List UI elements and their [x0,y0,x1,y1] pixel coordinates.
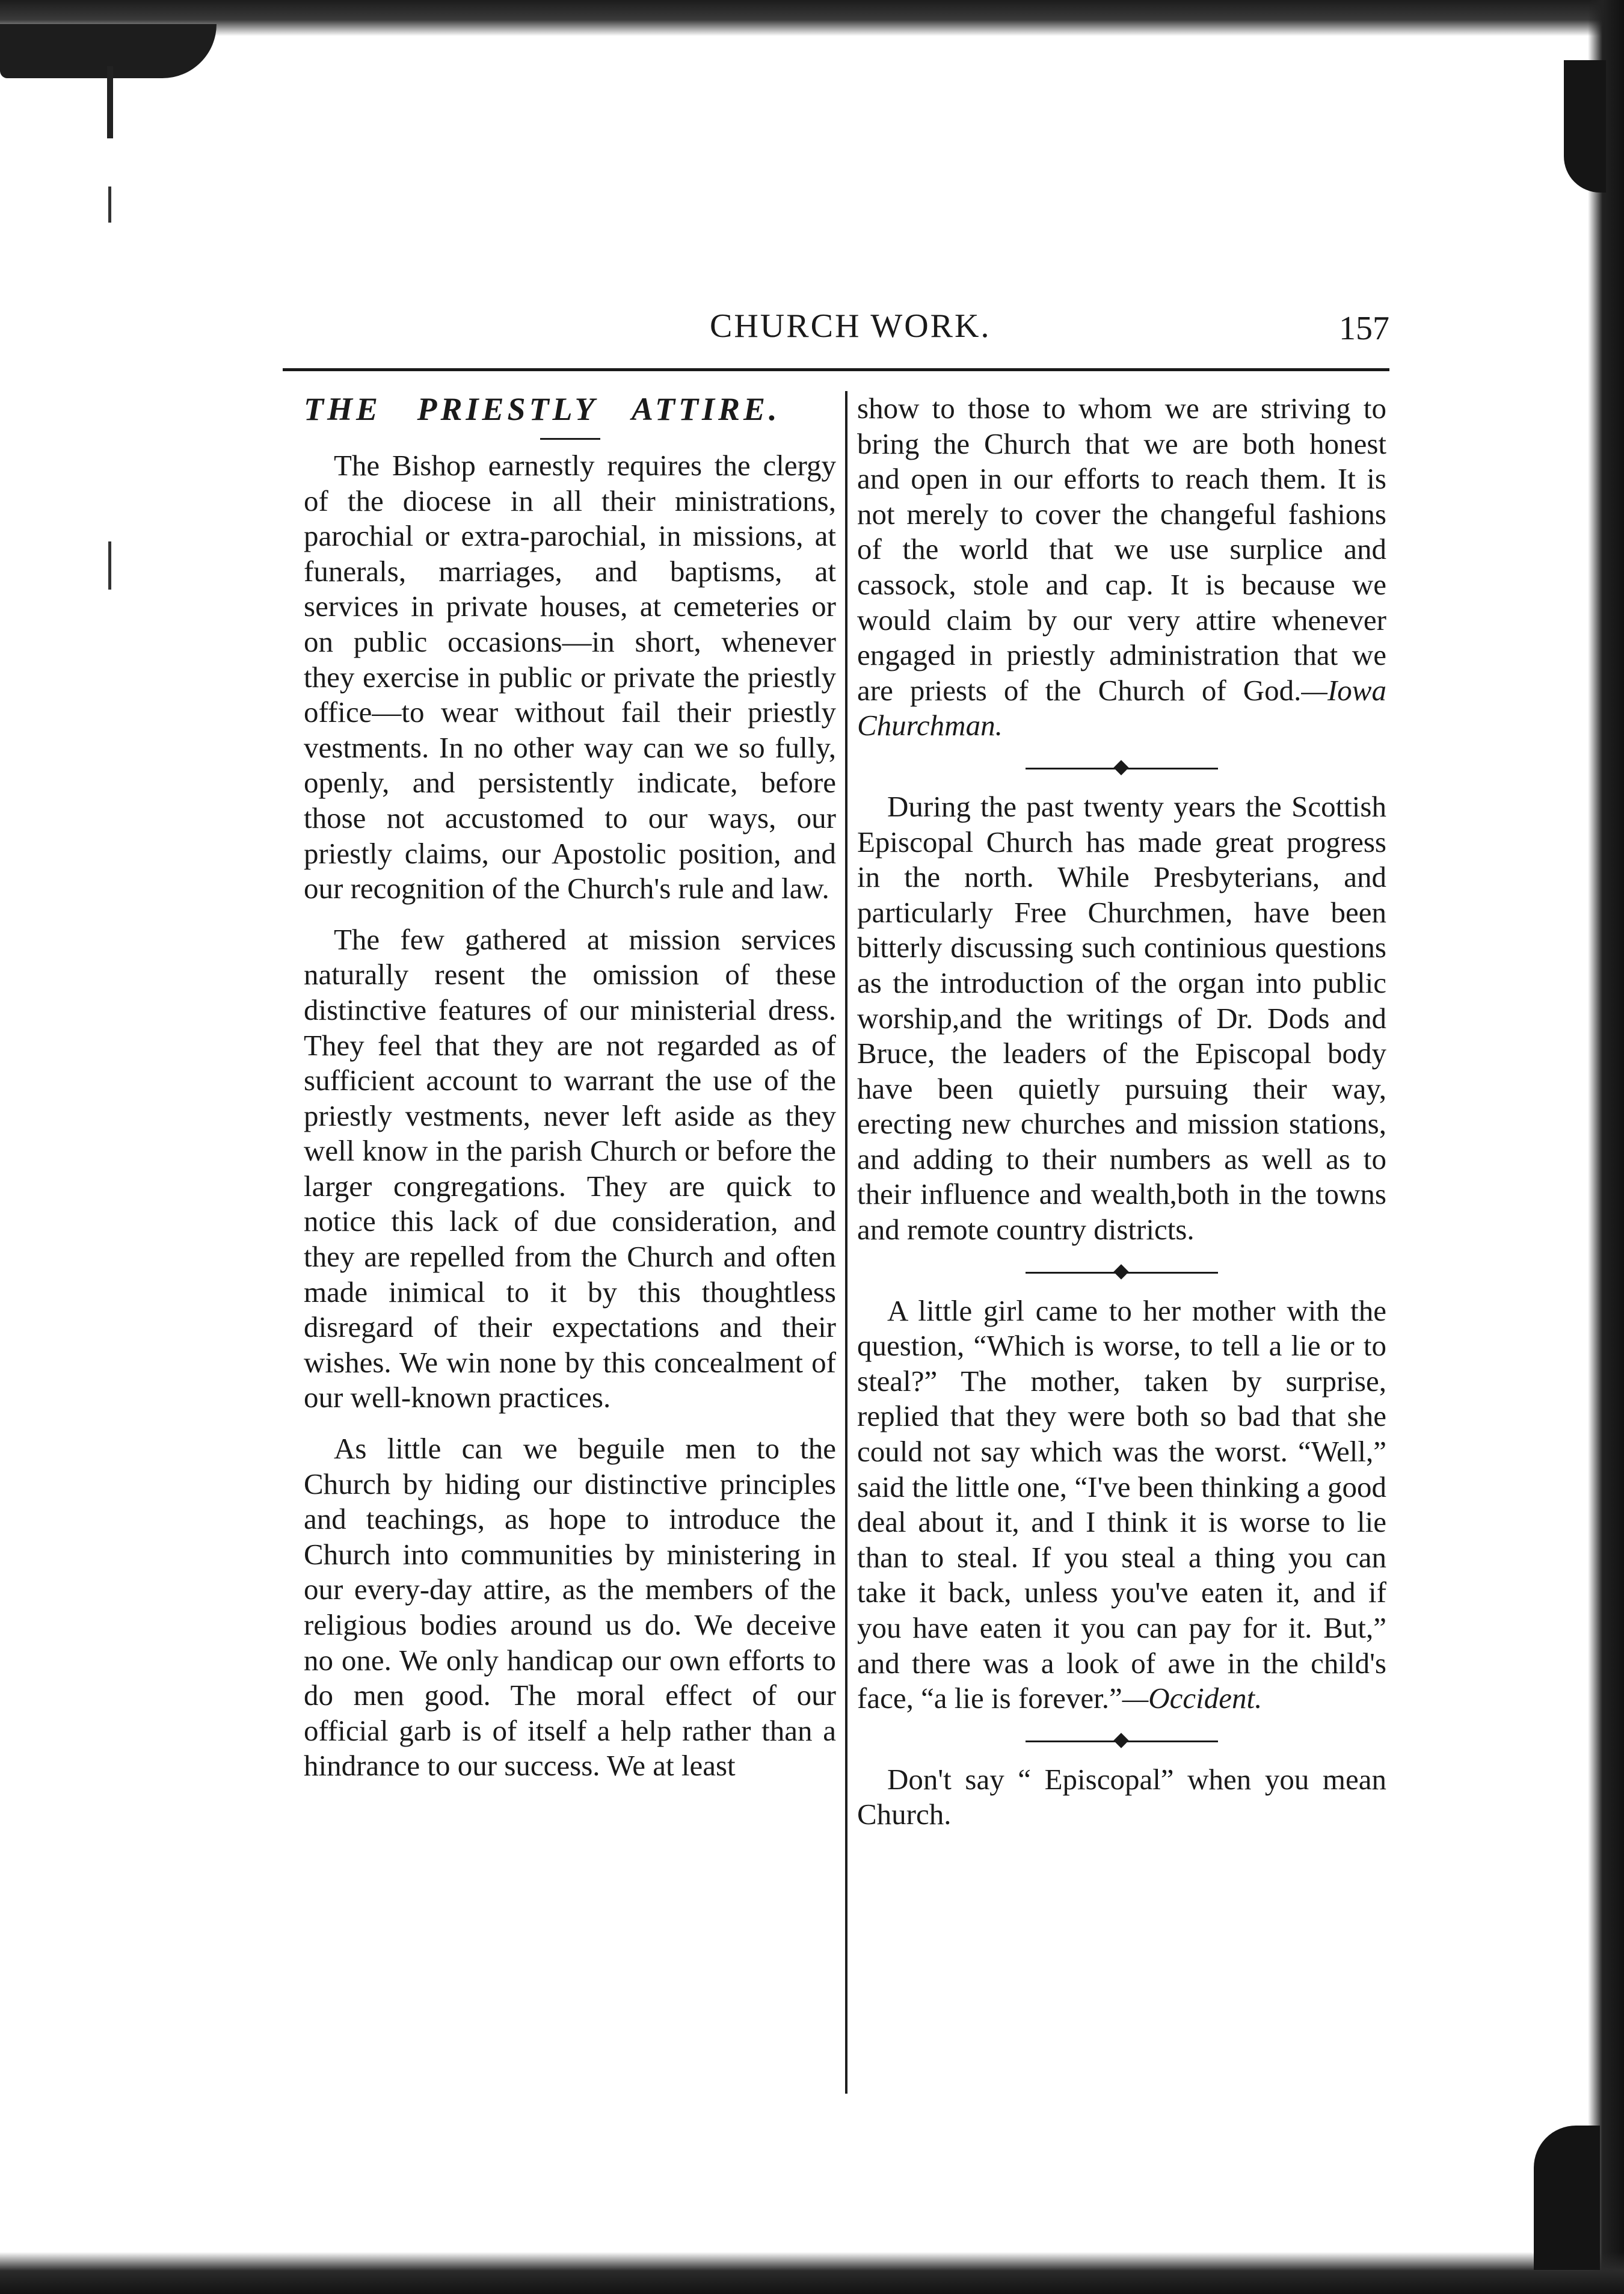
article-attribution: —Iowa Churchman. [857,673,1386,742]
article-continuation [857,391,1386,744]
scan-edge-bottom [0,2252,1624,2294]
diamond-ornament-icon [1113,1733,1128,1748]
article-title: THE PRIESTLY ATTIRE. [304,391,781,427]
scan-stain-bottom-right [1534,2126,1600,2270]
column-divider [845,391,847,2094]
article-paragraph: The few gathered at mission services naturally resent the omission of these distinctive features of our ministerial dress. They feel that they are not regarded as of sufficient account to warrant the use of the priestly vestments, never left aside as they well know in the parish Church or before the larger congregations. They are quick to notice this lack of due consideration, and they are repelled from the Church and often made inimical to it by this thoughtless disregard of their expectations and their wishes. We win none by this concealment of our well-known practices. [304,922,836,1414]
scan-mark-left [108,541,111,590]
diamond-ornament-icon [1113,1264,1128,1279]
left-column [304,391,836,1799]
continuation-text: show to those to whom we are striving to bring the Church that we are both honest and open in our efforts to reach them. It is not merely to cover the changeful fashions of the world that we use surplice and cassock, stole and cap. It is because we would claim by our very attire whenever engaged in priestly administration that we are priests of the Church of God. [857,392,1386,707]
diamond-ornament-icon [1113,760,1128,775]
scan-mark-left [108,187,111,223]
running-title: CHURCH WORK. [710,307,991,345]
news-item: During the past twenty years the Scottish Episcopal Church has made great progress in the north. While Presbyterians, and particularly Free Churchmen, have been bitterly discussing such continious questions as the introduction of the organ into public worship,and the writings of Dr. Dods and Bruce, the leaders of the Episcopal body have been quietly pursuing their way, erecting new churches and mission stations, and adding to their numbers as well as to their influence and wealth,both in the towns and remote country districts. [857,789,1386,1247]
anecdote-item [857,1293,1386,1716]
scan-stain-top-right [1564,60,1606,193]
header-rule [283,368,1389,371]
scan-edge-top [0,0,1624,36]
scan-mark-left [107,66,113,138]
section-separator [1026,1732,1218,1750]
title-rule [540,438,600,440]
section-separator [1026,1263,1218,1281]
anecdote-text: A little girl came to her mother with the question, “Which is worse, to tell a lie or to steal?” The mother, taken by surprise, replied that they were both so bad that she could not say which was the worst. “Well,” said the little one, “I've been thinking a good deal about it, and I think it is worse to lie than to steal. If you steal a thing you can take it back, unless you've eaten it, and if you have eaten it you can pay for it. But,” and there was a look of awe in the child's face, “a lie is forever.” [857,1293,1386,1715]
anecdote-attribution: —Occident. [1122,1682,1263,1715]
right-column [857,391,1386,1848]
page-number: 157 [1339,310,1389,347]
article-paragraph: As little can we beguile men to the Church by hiding our distinctive principles and teachings, as hope to introduce the Church into communities by ministering in our every-day attire, as the members of the religious bodies around us do. We deceive no one. We only handicap our own efforts to do men good. The moral effect of our official garb is of itself a help rather than a hindrance to our success. We at least [304,1432,836,1783]
closing-note: Don't say “ Episcopal” when you mean Church. [857,1762,1386,1831]
running-head [283,307,1389,361]
section-separator [1026,759,1218,777]
article-paragraph: The Bishop earnestly requires the clergy of the diocese in all their ministrations, parochial or extra-parochial, in missions, at funerals, marriages, and baptisms, at services in private houses, at cemeteries or on public occasions—in short, whenever they exercise in public or private the priestly office—to wear without fail their priestly vestments. In no other way can we so fully, openly, and persistently indicate, before those not accustomed to our ways, our priestly claims, our Apostolic position, and our recognition of the Church's rule and law. [304,449,836,905]
scan-edge-right [1588,0,1624,2294]
